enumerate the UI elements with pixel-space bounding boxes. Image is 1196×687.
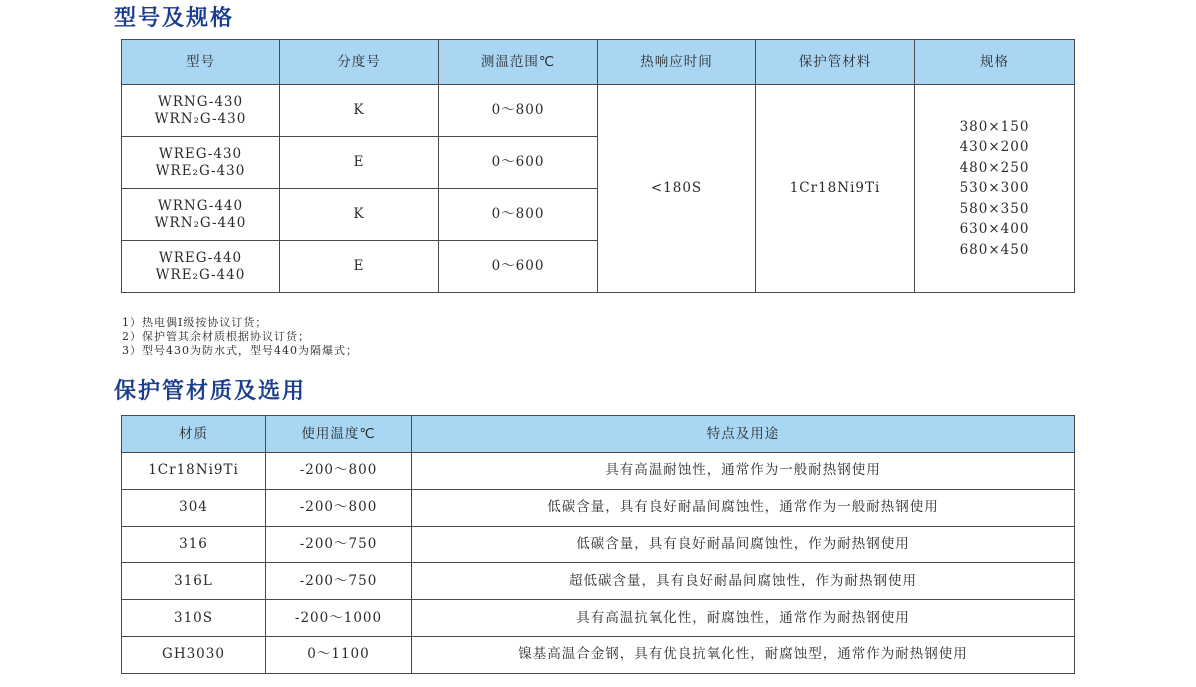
- usage-cell: 低碳含量，具有良好耐晶间腐蚀性，通常作为一般耐热钢使用: [412, 489, 1075, 526]
- table-header-row: [122, 40, 1075, 85]
- section-title-materials: 保护管材质及选用: [114, 379, 307, 404]
- grade-cell: E: [280, 241, 439, 293]
- model-name: WRE₂G-430: [155, 162, 246, 179]
- usage-cell: 具有高温抗氧化性，耐腐蚀性，通常作为耐热钢使用: [412, 600, 1075, 637]
- model-name: WRE₂G-440: [155, 266, 246, 283]
- temperature-cell: -200～1000: [266, 600, 412, 637]
- header-temperature: 使用温度℃: [266, 416, 412, 453]
- grade-cell: E: [280, 137, 439, 189]
- size-item: 580×350: [959, 200, 1030, 217]
- table-row: [122, 489, 1075, 526]
- table-row: [122, 85, 1075, 137]
- size-item: 480×250: [959, 159, 1030, 176]
- range-cell: 0～600: [439, 241, 598, 293]
- material-cell: 304: [122, 489, 266, 526]
- table-row: [122, 600, 1075, 637]
- table-header-row: [122, 416, 1075, 453]
- range-cell: 0～800: [439, 189, 598, 241]
- table-row: [122, 526, 1075, 563]
- material-cell: GH3030: [122, 636, 266, 673]
- material-cell: 310S: [122, 600, 266, 637]
- temperature-cell: -200～800: [266, 453, 412, 490]
- usage-cell: 超低碳含量，具有良好耐晶间腐蚀性，作为耐热钢使用: [412, 563, 1075, 600]
- note-item: 3）型号430为防水式，型号440为隔爆式；: [122, 344, 358, 357]
- header-model: 型号: [122, 40, 280, 85]
- section-title-models: 型号及规格: [114, 6, 235, 31]
- table-row: [122, 453, 1075, 490]
- grade-cell: K: [280, 189, 439, 241]
- size-item: 430×200: [959, 139, 1030, 156]
- usage-cell: 低碳含量，具有良好耐晶间腐蚀性，作为耐热钢使用: [412, 526, 1075, 563]
- temperature-cell: -200～750: [266, 526, 412, 563]
- notes-list: [122, 316, 358, 358]
- model-name: WRNG-430: [157, 93, 244, 110]
- header-response-time: 热响应时间: [598, 40, 756, 85]
- header-tube-material: 保护管材料: [756, 40, 915, 85]
- note-item: 2）保护管其余材质根据协议订货；: [122, 330, 310, 343]
- header-size: 规格: [915, 40, 1075, 85]
- temperature-cell: -200～800: [266, 489, 412, 526]
- model-name: WRNG-440: [157, 197, 244, 214]
- model-name: WREG-440: [158, 249, 243, 266]
- size-item: 380×150: [959, 118, 1030, 135]
- header-material: 材质: [122, 416, 266, 453]
- header-grade: 分度号: [280, 40, 439, 85]
- model-spec-table: [121, 39, 1075, 293]
- table-row: [122, 636, 1075, 673]
- header-usage: 特点及用途: [412, 416, 1075, 453]
- temperature-cell: -200～750: [266, 563, 412, 600]
- header-range: 测温范围℃: [439, 40, 598, 85]
- size-item: 630×400: [959, 221, 1030, 238]
- model-name: WREG-430: [158, 145, 243, 162]
- table-row: [122, 563, 1075, 600]
- usage-cell: 具有高温耐蚀性，通常作为一般耐热钢使用: [412, 453, 1075, 490]
- model-name: WRN₂G-430: [154, 110, 247, 127]
- model-cell: [122, 189, 280, 241]
- model-name: WRN₂G-440: [154, 214, 247, 231]
- size-cell: [915, 85, 1075, 293]
- material-cell: 316L: [122, 563, 266, 600]
- usage-cell: 镍基高温合金钢，具有优良抗氧化性，耐腐蚀型，通常作为耐热钢使用: [412, 636, 1075, 673]
- grade-cell: K: [280, 85, 439, 137]
- material-cell: 316: [122, 526, 266, 563]
- temperature-cell: 0～1100: [266, 636, 412, 673]
- range-cell: 0～600: [439, 137, 598, 189]
- tube-material-cell: 1Cr18Ni9Ti: [756, 85, 915, 293]
- model-cell: [122, 137, 280, 189]
- response-time-cell: <180S: [598, 85, 756, 293]
- note-item: 1）热电偶I级按协议订货；: [122, 316, 268, 329]
- model-cell: [122, 241, 280, 293]
- model-cell: [122, 85, 280, 137]
- size-item: 680×450: [959, 241, 1030, 258]
- size-item: 530×300: [959, 180, 1030, 197]
- material-table: [121, 415, 1075, 674]
- material-cell: 1Cr18Ni9Ti: [122, 453, 266, 490]
- range-cell: 0～800: [439, 85, 598, 137]
